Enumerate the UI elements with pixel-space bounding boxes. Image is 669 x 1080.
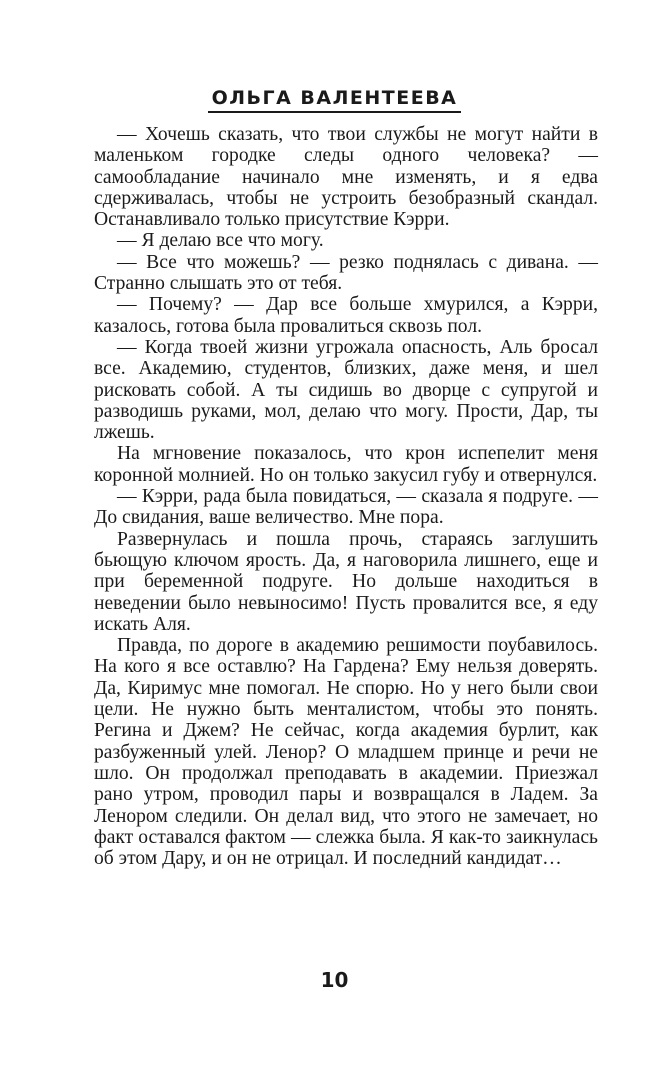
paragraph: — Все что можешь? — резко поднялась с дивана. — Странно слышать это от тебя. xyxy=(94,251,598,295)
paragraph: Правда, по дороге в академию решимости поубавилось. На кого я все оставлю? На Гардена? Ему нельзя доверять. Да, Киримус мне помогал. Не спорю. Но у него были свои цели. Не нужно быть менталистом, чтобы это понять. Регина и Джем? Не сейчас, когда академия бурлит, как разбуженный улей. Ленор? О младшем принце и речи не шло. Он продолжал преподавать в академии. Приезжал рано утром, проводил пары и возвращался в Ладем. За Ленором следили. Он делал вид, что этого не замечает, но факт оставался фактом — слежка была. Я как-то заикнулась об этом Дару, и он не отрицал. И последний кандидат… xyxy=(94,635,598,870)
paragraph: — Когда твоей жизни угрожала опасность, Аль бросал все. Академию, студентов, близких, даже меня, и шел рисковать собой. А ты сидишь во дворце с супругой и разводишь руками, мол, делаю что могу. Прости, Дар, ты лжешь. xyxy=(94,336,598,444)
body-text xyxy=(94,124,598,869)
paragraph: — Хочешь сказать, что твои службы не могут найти в маленьком городке следы одного человека? — самообладание начинало мне изменять, и я едва сдерживалась, чтобы не устроить безобразный скандал. Останавливало только присутствие Кэрри. xyxy=(94,124,598,231)
running-head xyxy=(0,86,669,113)
paragraph: — Почему? — Дар все больше хмурился, а Кэрри, казалось, готова была провалиться сквозь пол. xyxy=(94,294,598,337)
page-number: 10 xyxy=(320,968,349,992)
paragraph: — Я делаю все что могу. xyxy=(117,230,324,252)
paragraph: — Кэрри, рада была повидаться, — сказала я подруге. — До свидания, ваше величество. Мне пора. xyxy=(94,486,598,529)
paragraph: На мгновение показалось, что крон испепелит меня коронной молнией. Но он только закусил губу и отвернулся. xyxy=(94,443,598,486)
author-name: ОЛЬГА ВАЛЕНТЕЕВА xyxy=(208,86,462,113)
paragraph: Развернулась и пошла прочь, стараясь заглушить бьющую ключом ярость. Да, я наговорила лишнего, еще и при беременной подруге. Но дольше находиться в неведении было невыносимо! Пусть провалится все, я еду искать Аля. xyxy=(94,528,598,635)
